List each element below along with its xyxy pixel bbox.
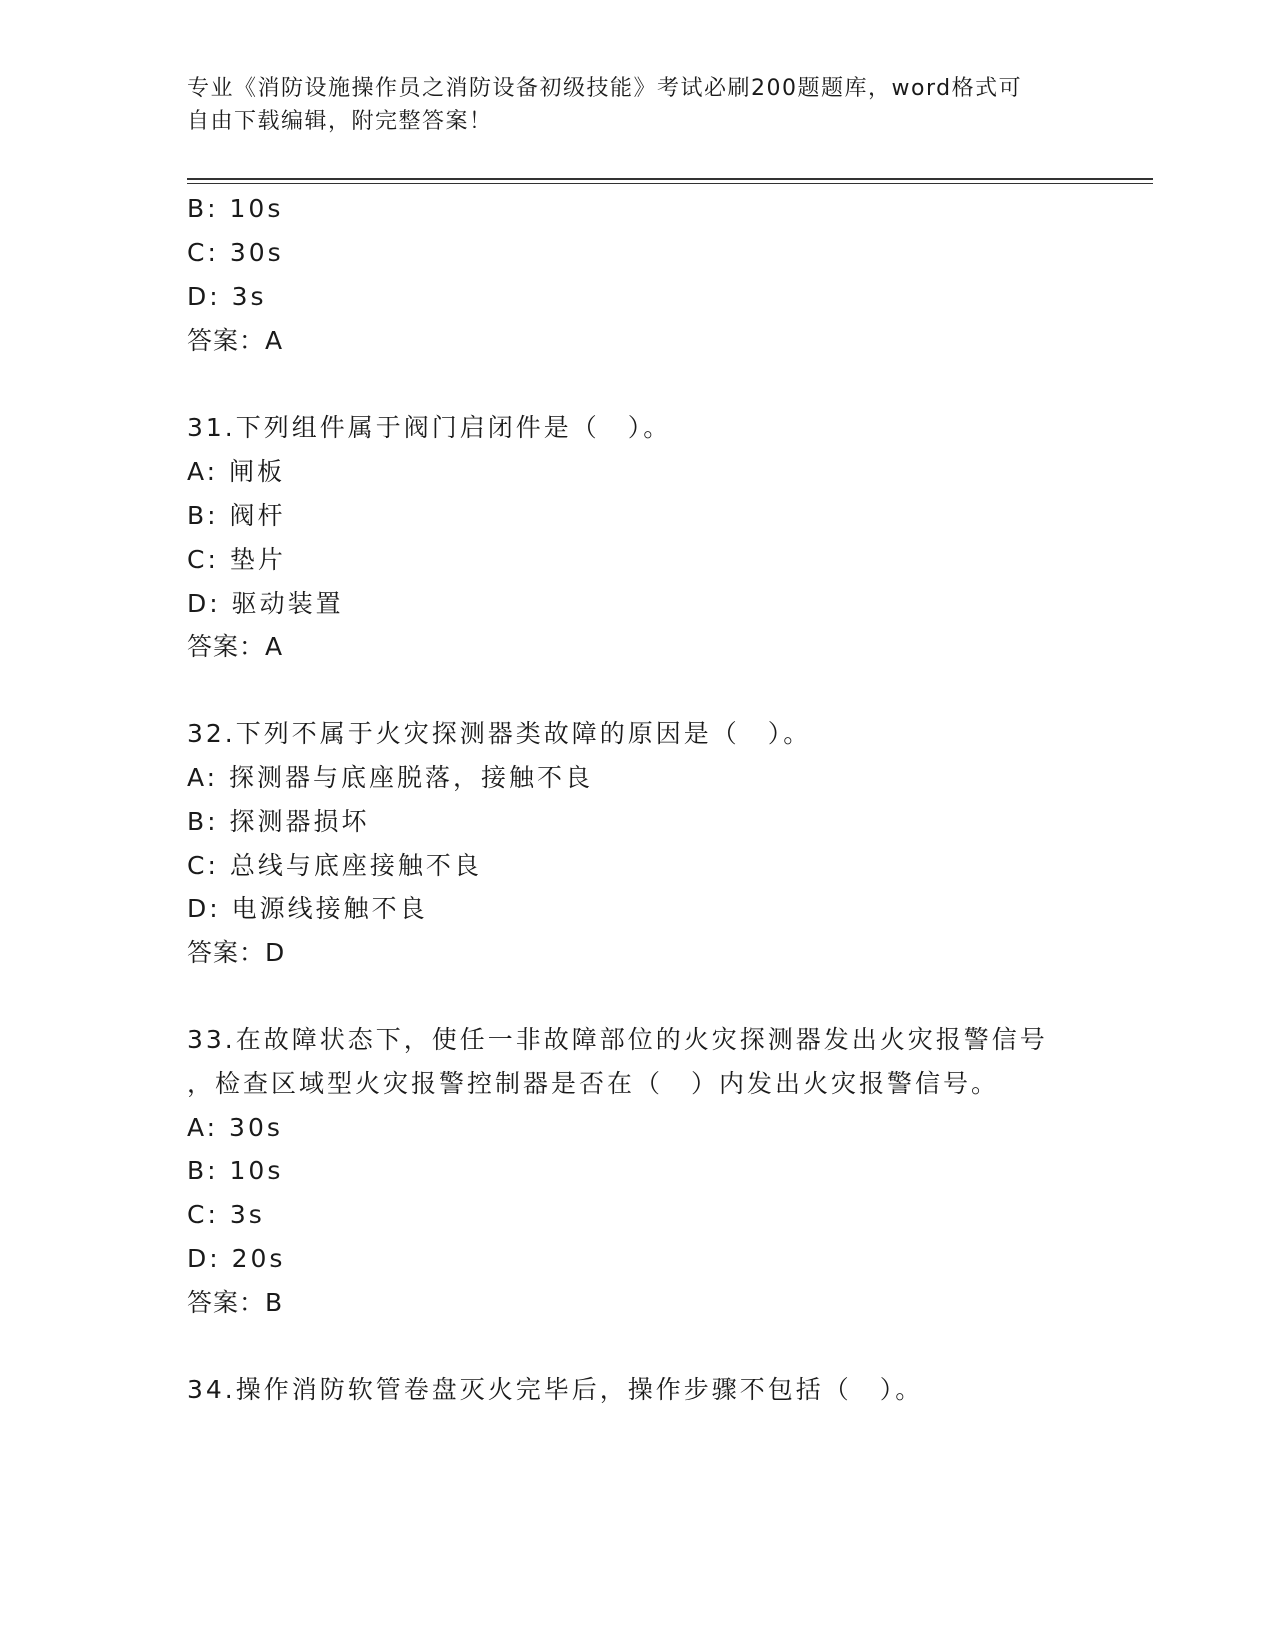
q32-option-b: B: 探测器损坏 xyxy=(187,807,370,836)
q32-option-a: A: 探测器与底座脱落，接触不良 xyxy=(187,763,594,792)
document-header xyxy=(187,72,1067,138)
q30-option-d: D: 3s xyxy=(187,282,267,311)
q34-question: 34.操作消防软管卷盘灭火完毕后，操作步骤不包括（ ）。 xyxy=(187,1375,924,1404)
q31-question: 31.下列组件属于阀门启闭件是（ ）。 xyxy=(187,413,672,442)
q30-option-b: B: 10s xyxy=(187,194,284,223)
q33-option-a: A: 30s xyxy=(187,1113,283,1142)
q31-answer: 答案：A xyxy=(187,632,284,661)
q32-option-c: C: 总线与底座接触不良 xyxy=(187,851,482,880)
q32-answer: 答案：D xyxy=(187,938,286,967)
q33-option-d: D: 20s xyxy=(187,1244,286,1273)
header-divider-thin xyxy=(187,183,1153,184)
q33-question-line-2: ，检查区域型火灾报警控制器是否在（ ）内发出火灾报警信号。 xyxy=(187,1069,1000,1098)
q30-answer: 答案：A xyxy=(187,326,284,355)
header-line-1: 专业《消防设施操作员之消防设备初级技能》考试必刷200题题库，word格式可 xyxy=(187,76,1023,101)
q32-option-d: D: 电源线接触不良 xyxy=(187,894,428,923)
q32-question: 32.下列不属于火灾探测器类故障的原因是（ ）。 xyxy=(187,719,812,748)
q31-option-d: D: 驱动装置 xyxy=(187,589,344,618)
q33-option-b: B: 10s xyxy=(187,1156,284,1185)
q31-option-a: A: 闸板 xyxy=(187,457,286,486)
header-divider-thick xyxy=(187,178,1153,180)
header-line-2: 自由下载编辑，附完整答案！ xyxy=(187,109,493,134)
q30-option-c: C: 30s xyxy=(187,238,284,267)
q33-answer: 答案：B xyxy=(187,1288,284,1317)
q31-option-b: B: 阀杆 xyxy=(187,501,286,530)
q33-question-line-1: 33.在故障状态下，使任一非故障部位的火灾探测器发出火灾报警信号 xyxy=(187,1025,1048,1054)
q33-option-c: C: 3s xyxy=(187,1200,265,1229)
q31-option-c: C: 垫片 xyxy=(187,545,286,574)
